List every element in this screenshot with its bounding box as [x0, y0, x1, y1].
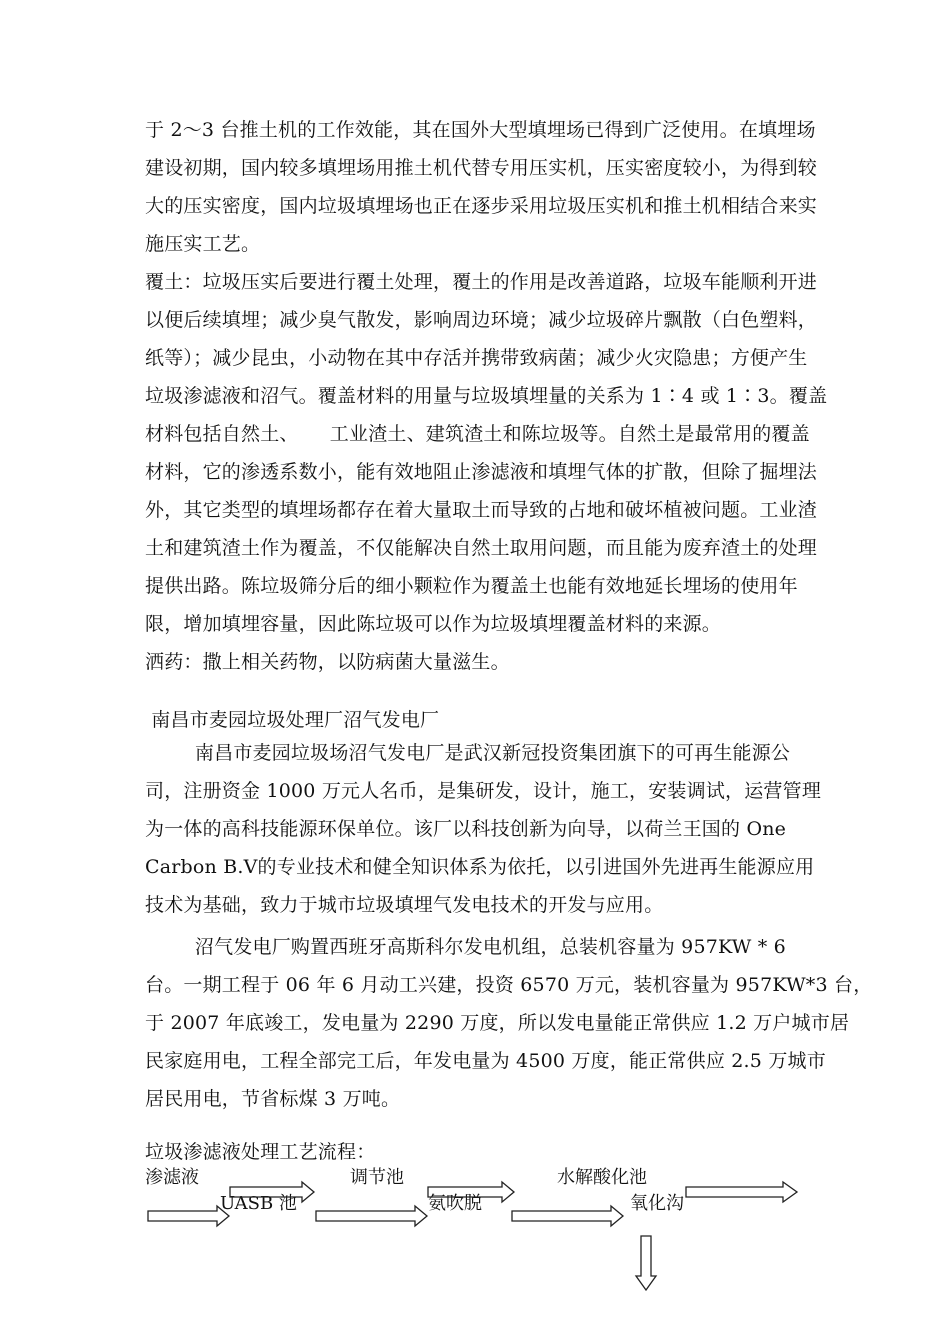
- para5-line: 沼气发电厂购置西班牙高斯科尔发电机组，总装机容量为 957KW * 6: [145, 936, 786, 958]
- para4-line: 司，注册资金 1000 万元人名币，是集研发，设计，施工，安装调试，运营管理: [145, 780, 822, 802]
- para4-line: Carbon B.V的专业技术和健全知识体系为依托，以引进国外先进再生能源应用: [145, 856, 815, 878]
- para2-line: 以便后续填埋；减少臭气散发，影响周边环境；减少垃圾碎片飘散（白色塑料，: [145, 309, 818, 331]
- para2-line: 材料包括自然土、 工业渣土、建筑渣土和陈垃圾等。自然土是最常用的覆盖: [145, 423, 810, 445]
- arrow-right-icon: [512, 1206, 623, 1226]
- para5-line: 于 2007 年底竣工，发电量为 2290 万度，所以发电量能正常供应 1.2 万户城市居: [145, 1012, 850, 1034]
- para2-line: 纸等）；减少昆虫，小动物在其中存活并携带致病菌；减少火灾隐患；方便产生: [145, 347, 808, 369]
- para1-line: 于 2～3 台推土机的工作效能，其在国外大型填埋场已得到广泛使用。在填埋场: [145, 119, 816, 141]
- flow-step-ammonia-stripping: 氨吹脱: [428, 1193, 482, 1214]
- flow-step-leachate: 渗滤液: [145, 1167, 199, 1188]
- para2-line: 覆土：垃圾压实后要进行覆土处理，覆土的作用是改善道路，垃圾车能顺利开进: [145, 271, 818, 293]
- flow-step-regulating-tank: 调节池: [350, 1167, 404, 1188]
- para5-line: 居民用电，节省标煤 3 万吨。: [145, 1088, 401, 1110]
- para2-line: 外，其它类型的填埋场都存在着大量取土而导致的占地和破坏植被问题。工业渣: [145, 499, 818, 521]
- para4-line: 为一体的高科技能源环保单位。该厂以科技创新为向导，以荷兰王国的 One: [145, 818, 787, 840]
- section-title: 南昌市麦园垃圾处理厂沼气发电厂: [145, 709, 440, 731]
- flow-step-oxidation-ditch: 氧化沟: [630, 1193, 684, 1214]
- arrow-right-icon: [316, 1206, 427, 1226]
- para4-line: 南昌市麦园垃圾场沼气发电厂是武汉新冠投资集团旗下的可再生能源公: [145, 742, 791, 764]
- para2-line: 提供出路。陈垃圾筛分后的细小颗粒作为覆盖土也能有效地延长埋场的使用年: [145, 575, 798, 597]
- para3-line: 洒药：撒上相关药物，以防病菌大量滋生。: [145, 651, 510, 673]
- para5-line: 台。一期工程于 06 年 6 月动工兴建，投资 6570 万元，装机容量为 957KW*3 台，: [145, 974, 873, 996]
- flow-step-uasb: UASB 池: [220, 1193, 297, 1214]
- arrow-down-icon: [636, 1236, 656, 1290]
- para2-line: 土和建筑渣土作为覆盖，不仅能解决自然土取用问题，而且能为废弃渣土的处理: [145, 537, 818, 559]
- flow-step-hydrolysis-tank: 水解酸化池: [557, 1167, 647, 1188]
- arrow-right-icon: [428, 1182, 514, 1202]
- para2-line: 垃圾渗滤液和沼气。覆盖材料的用量与垃圾填埋量的关系为 1∶4 或 1∶3。覆盖: [145, 385, 828, 407]
- arrow-right-icon: [148, 1206, 229, 1226]
- para1-line: 大的压实密度，国内垃圾填埋场也正在逐步采用垃圾压实机和推土机相结合来实: [145, 195, 818, 217]
- para4-line: 技术为基础，致力于城市垃圾填埋气发电技术的开发与应用。: [145, 894, 664, 916]
- para2-line: 限，增加填埋容量，因此陈垃圾可以作为垃圾填埋覆盖材料的来源。: [145, 613, 722, 635]
- para1-line: 建设初期，国内较多填埋场用推土机代替专用压实机，压实密度较小，为得到较: [145, 157, 818, 179]
- para5-line: 民家庭用电，工程全部完工后，年发电量为 4500 万度，能正常供应 2.5 万城市: [145, 1050, 826, 1072]
- arrow-right-icon: [230, 1182, 314, 1202]
- flow-title: 垃圾渗滤液处理工艺流程：: [145, 1141, 376, 1163]
- para2-line: 材料，它的渗透系数小，能有效地阻止渗滤液和填埋气体的扩散，但除了掘埋法: [145, 461, 818, 483]
- para1-line: 施压实工艺。: [145, 233, 261, 255]
- arrow-right-icon: [686, 1182, 797, 1202]
